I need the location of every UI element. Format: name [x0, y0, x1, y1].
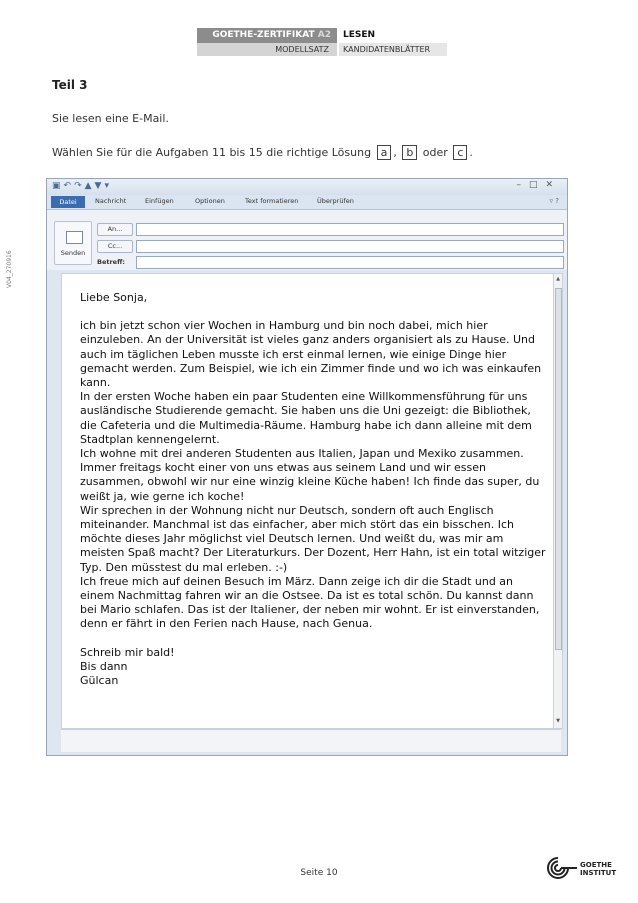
- task-intro: Sie lesen eine E-Mail.: [52, 112, 169, 125]
- help-icon[interactable]: ?: [555, 197, 559, 205]
- email-text: [80, 291, 550, 688]
- subject-label: Betreff:: [97, 258, 125, 266]
- sheet-label: KANDIDATENBLÄTTER: [337, 43, 447, 56]
- email-signature: Gülcan: [80, 674, 119, 688]
- collapse-ribbon-icon[interactable]: ▿: [549, 197, 554, 205]
- ribbon-tabs: [47, 195, 567, 210]
- minimize-icon[interactable]: –: [516, 180, 529, 190]
- subject-field[interactable]: [136, 256, 564, 269]
- email-greeting: Liebe Sonja,: [80, 291, 148, 304]
- option-b: b: [402, 145, 417, 160]
- email-paragraph: Ich wohne mit drei anderen Studenten aus Italien, Japan und Mexiko zusammen. Immer freitags kocht einer von uns etwas aus seinem Land und wir essen zusammen, obwohl wir nur eine winzig kleine Küche haben! Ich finde das super, du weißt ja, wie gerne ich koche!: [80, 447, 540, 503]
- window-controls: [516, 180, 561, 190]
- cc-field[interactable]: [136, 240, 564, 253]
- email-closing: Bis dann: [80, 659, 128, 673]
- logo-text: [580, 861, 616, 877]
- email-closing: Schreib mir bald!: [80, 645, 175, 659]
- envelope-icon: [66, 231, 83, 244]
- customize-icon[interactable]: ▾: [104, 181, 112, 191]
- scroll-down-icon[interactable]: ▼: [556, 718, 560, 724]
- instruction-text: Wählen Sie für die Aufgaben 11 bis 15 die richtige Lösung: [52, 146, 372, 159]
- down-icon[interactable]: ▼: [94, 181, 105, 191]
- certificate-level: A2: [317, 30, 331, 40]
- tab-datei[interactable]: Datei: [51, 196, 85, 208]
- send-label: Senden: [60, 249, 86, 257]
- scroll-up-icon[interactable]: ▲: [556, 276, 560, 282]
- email-paragraph: ich bin jetzt schon vier Wochen in Hamburg und bin noch dabei, mich hier einzuleben. An der Universität ist vieles ganz anders organisiert als zu Hause. Und auch im täglichen Leben musste ich erst einmal lernen, wie einige Dinge hier gemacht werden. Zum Beispiel, wie ich ein Zimmer finde und wo ich was einkaufen kann.: [80, 319, 542, 390]
- up-icon[interactable]: ▲: [84, 181, 95, 191]
- section-title: LESEN: [337, 28, 447, 43]
- scroll-thumb[interactable]: [555, 288, 562, 650]
- maximize-icon[interactable]: □: [528, 180, 546, 190]
- email-window: [46, 178, 568, 756]
- vertical-scrollbar[interactable]: [553, 273, 563, 729]
- tab-nachricht[interactable]: Nachricht: [95, 197, 127, 205]
- save-icon[interactable]: ▣: [52, 181, 64, 191]
- tab-ueberpruefen[interactable]: Überprüfen: [317, 197, 354, 205]
- tab-einfuegen[interactable]: Einfügen: [145, 197, 174, 205]
- tab-text-formatieren[interactable]: Text formatieren: [245, 197, 299, 205]
- to-field[interactable]: [136, 223, 564, 236]
- goethe-logo-icon: [546, 856, 578, 880]
- logo-line-2: INSTITUT: [580, 869, 617, 877]
- email-paragraph: Wir sprechen in der Wohnung nicht nur Deutsch, sondern oft auch Englisch miteinander. Manchmal ist das einfacher, aber mich stört das ein bisschen. Ich möchte dieses Jahr möglichst viel Deutsch lernen. Und weißt du, was mir am meisten Spaß macht? Der Literaturkurs. Der Dozent, Herr Hahn, ist ein total witziger Typ. Den müsstest du mal erleben. :-): [80, 503, 546, 574]
- separator-comma: ,: [393, 146, 397, 159]
- send-button[interactable]: [54, 221, 92, 265]
- quick-access-toolbar: [52, 181, 112, 191]
- header-divider: [337, 28, 339, 56]
- task-title: Teil 3: [52, 78, 88, 92]
- logo-line-1: GOETHE: [580, 861, 612, 869]
- instruction-end: .: [469, 146, 473, 159]
- close-icon[interactable]: ✕: [545, 180, 561, 190]
- option-c: c: [453, 145, 467, 160]
- title-bar: [47, 179, 567, 195]
- email-paragraph: In der ersten Woche haben ein paar Studenten eine Willkommensführung für uns ausländische Studierende gemacht. Sie haben uns die Uni gezeigt: die Bibliothek, die Cafeteria und die Multimedia-Räume. Hamburg habe ich dann alleine mit dem Stadtplan kennengelernt.: [80, 390, 532, 446]
- status-bar: [61, 729, 561, 752]
- tab-optionen[interactable]: Optionen: [195, 197, 225, 205]
- to-button[interactable]: An...: [97, 223, 133, 236]
- certificate-name: GOETHE-ZERTIFIKAT: [212, 30, 315, 40]
- email-paragraph: Ich freue mich auf deinen Besuch im März. Dann zeige ich dir die Stadt und an einem Nachmittag fahren wir an die Ostsee. Da ist es total schön. Du kannst dann bei Mario schlafen. Das ist der Italiener, der neben mir wohnt. Er ist einverstanden, denn er fährt in den Ferien nach Hause, nach Genua.: [80, 574, 540, 631]
- task-instruction: [52, 145, 473, 160]
- certificate-title: [197, 28, 337, 43]
- undo-icon[interactable]: ↶: [63, 181, 75, 191]
- ribbon-controls: [550, 197, 559, 205]
- separator-or: oder: [422, 146, 448, 159]
- option-a: a: [377, 145, 392, 160]
- cc-button[interactable]: Cc...: [97, 240, 133, 253]
- redo-icon[interactable]: ↷: [74, 181, 85, 191]
- version-code: V04_270916: [6, 250, 13, 288]
- model-label: MODELLSATZ: [197, 43, 337, 56]
- page-number: Seite 10: [300, 868, 338, 878]
